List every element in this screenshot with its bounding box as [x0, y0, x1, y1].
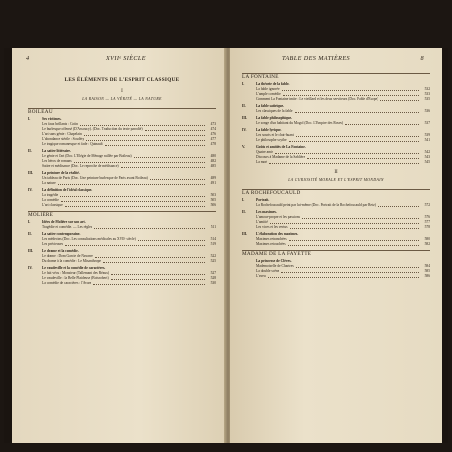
chapter-title: La princesse de Clèves. [256, 259, 292, 263]
chapter-number: IV. [28, 266, 33, 270]
toc-entry-page: 482 [210, 159, 216, 163]
toc-entry-page: 535 [424, 97, 430, 101]
leader-dots [296, 264, 419, 268]
chapter-number: II. [242, 210, 246, 214]
leader-dots [378, 203, 419, 207]
toc-entry-page: 576 [424, 215, 430, 219]
toc-entry [28, 203, 216, 208]
toc-entry-page: 539 [424, 133, 430, 137]
toc-entry-page: 580 [424, 237, 430, 241]
right-running-title: TABLE DES MATIÈRES [282, 55, 351, 62]
toc-entry-text: La comédie [42, 198, 59, 202]
toc-entry [28, 142, 216, 147]
toc-entry-page: 489 [210, 176, 216, 180]
chapter-number: III. [28, 171, 34, 175]
toc-entry-text: L'aveu [256, 274, 266, 278]
toc-entry-page: 577 [424, 220, 430, 224]
leader-dots [150, 176, 205, 180]
leader-dots [134, 154, 205, 158]
toc-entry-text: Le burlesque offensé (D'Assoucy). (Doc. Traduction du texte parodié) [42, 127, 143, 131]
toc-entry-page: 528 [210, 276, 216, 280]
toc-entry-page: 473 [210, 122, 216, 126]
leader-dots [290, 225, 419, 229]
chapter-title: Goûts et amitiés de La Fontaine. [256, 145, 306, 149]
chapter-title: La théorie de la fable. [256, 82, 290, 86]
leader-dots [282, 87, 419, 91]
author-heading: LA FONTAINE [242, 73, 430, 80]
leader-dots [289, 237, 419, 241]
chapter-number: IV. [28, 188, 33, 192]
chapter-number: II. [242, 104, 246, 108]
toc-entry-page: 541 [424, 138, 430, 142]
left-page [12, 48, 226, 443]
chapter-title: La satire contemporaine. [42, 232, 81, 236]
chapter-title: Portrait. [256, 198, 270, 202]
toc-entry-page: 525 [210, 259, 216, 263]
toc-main-title: LES ÉLÉMENTS DE L'ESPRIT CLASSIQUE [64, 77, 180, 83]
toc-entry-page: 478 [210, 142, 216, 146]
leader-dots [65, 203, 205, 207]
toc-entry-page: 514 [210, 237, 216, 241]
leader-dots [269, 160, 419, 164]
toc-entry-text: L'amitié [256, 220, 268, 224]
leader-dots [95, 254, 205, 258]
toc-entry-page: 582 [424, 242, 430, 246]
left-toc [28, 78, 216, 286]
chapter-number: III. [242, 116, 248, 120]
leader-dots [84, 132, 205, 136]
author-heading: MOLIÈRE [28, 211, 216, 218]
chapter-number: II. [28, 149, 32, 153]
chapter-title: Idées de Molière sur son art. [42, 220, 86, 224]
part-subtitle-2: LA CURIOSITÉ MORALE ET L'ESPRIT MONDAIN [288, 178, 384, 182]
chapter-number: I. [28, 117, 31, 121]
toc-entry-page: 511 [210, 225, 216, 229]
toc-entry-text: La tragédie [42, 193, 59, 197]
right-page [230, 48, 442, 443]
chapter-number: III. [28, 249, 34, 253]
chapter-title: Le drame et la comédie. [42, 249, 79, 253]
toc-entry-page: 543 [424, 155, 430, 159]
author-heading: MADAME DE LA FAYETTE [242, 250, 430, 257]
chapter-number: I. [28, 220, 31, 224]
leader-dots [60, 193, 205, 197]
chapter-number: I. [242, 198, 245, 202]
leader-dots [103, 259, 205, 263]
toc-entry-text: L'art sans génie : Chapelain [42, 132, 82, 136]
chapter-title: La fable satirique. [256, 104, 285, 108]
leader-dots [345, 121, 419, 125]
toc-entry-page: 578 [424, 225, 430, 229]
toc-entry-text: Le songe d'un habitant du Mogol (Doc. L'Empire des Roses) [256, 121, 344, 125]
chapter-number: II. [28, 232, 32, 236]
toc-entry-page: 485 [210, 164, 216, 168]
chapter-title: Ses victimes. [42, 117, 62, 121]
leader-dots [296, 133, 419, 137]
chapter-number: I. [242, 82, 245, 86]
toc-entry-text: L'art classique [42, 203, 63, 207]
toc-entry [242, 97, 430, 102]
author-heading: LA ROCHEFOUCAULD [242, 189, 430, 196]
chapter-title: La définition de l'idéal classique. [42, 188, 93, 192]
leader-dots [58, 181, 205, 185]
chapter-number: V. [242, 145, 246, 149]
toc-entry [28, 259, 216, 264]
toc-entry-text: Le philosophe scythe [256, 138, 287, 142]
left-running-title: XVIIᵉ SIÈCLE [106, 55, 146, 62]
leader-dots [302, 215, 419, 219]
toc-entry-text: Les héros de romans [42, 159, 72, 163]
toc-entry-text: Les vices et les vertus [256, 225, 288, 229]
toc-entry [242, 121, 430, 126]
toc-entry [28, 225, 216, 230]
leader-dots [121, 164, 205, 168]
leader-dots [145, 127, 205, 131]
toc-entry-text: Maximes retranchées [256, 237, 287, 241]
toc-entry-text: Mademoiselle de Chartres [256, 264, 294, 268]
toc-entry-page: 530 [210, 281, 216, 285]
toc-entry-page: 480 [210, 154, 216, 158]
toc-entry-text: Les précieuses [42, 242, 64, 246]
leader-dots [289, 138, 419, 142]
toc-entry-text: Le tragique romanesque et fade : Quinault [42, 142, 103, 146]
leader-dots [105, 142, 205, 146]
toc-entry-text: Les souris et le chat-huant [256, 133, 294, 137]
leader-dots [111, 271, 205, 275]
toc-entry-text: Le drame : Dom Garcie de Navarre [42, 254, 93, 258]
toc-entry [242, 138, 430, 143]
chapter-title: La peinture de la réalité. [42, 171, 80, 175]
right-page-number: 8 [420, 55, 424, 62]
toc-entry-page: 536 [424, 109, 430, 113]
chapter-title: La fable philosophique. [256, 116, 293, 120]
toc-entry-text: Le génie et l'art (Doc. L'Élégie de Ménage raillée par Boileau) [42, 154, 132, 158]
toc-entry-page: 506 [210, 203, 216, 207]
toc-entry-text: La Rochefoucauld peint par lui-même (Doc. Portrait de la Rochefoucauld par Retz) [256, 203, 376, 207]
toc-entry-text: La fable ignorée [256, 87, 280, 91]
toc-entry [28, 242, 216, 247]
toc-entry-page: 474 [210, 127, 216, 131]
toc-entry-text: L'amour-propre et les passions [256, 215, 300, 219]
toc-entry [28, 181, 216, 186]
toc-entry-page: 533 [424, 92, 430, 96]
toc-entry-text: Un tableau de Paris (Doc. Une peinture burlesque de Paris avant Boileau) [42, 176, 148, 180]
chapter-title: La fable lyrique. [256, 128, 282, 132]
chapter-title: Le vaudeville et la comédie de caractères. [42, 266, 106, 270]
toc-entry [242, 109, 430, 114]
toc-entry-page: 519 [210, 242, 216, 246]
toc-entry [242, 225, 430, 230]
toc-entry-text: Tragédie et comédie. — Les règles [42, 225, 93, 229]
part-number: I [121, 89, 123, 94]
chapter-title: L'élaboration des maximes. [256, 232, 299, 236]
toc-entry [28, 164, 216, 169]
leader-dots [111, 276, 205, 280]
leader-dots [268, 274, 419, 278]
chapter-number: III. [242, 232, 248, 236]
toc-entry-text: La double scène [256, 269, 280, 273]
toc-entry-page: 584 [424, 264, 430, 268]
toc-entry [242, 274, 430, 279]
toc-entry [242, 242, 430, 247]
leader-dots [275, 150, 419, 154]
toc-entry-text: Discours à Madame de la Sablière [256, 155, 306, 159]
toc-entry-text: Le fait vécu : Monsieur (Tallemant des Réaux) [42, 271, 110, 275]
part-number-2: II [334, 170, 338, 175]
toc-entry-text: La nature [42, 181, 56, 185]
toc-entry-text: Satire et médisance (Doc. Le reproche de médisance) [42, 164, 119, 168]
author-heading: BOILEAU [28, 108, 216, 115]
toc-entry-text: Le vaudeville : la Belle Plaideuse (Boisrobert) [42, 276, 109, 280]
toc-entry-text: Les classiques de la fable [256, 109, 293, 113]
toc-entry-page: 542 [424, 150, 430, 154]
toc-entry-page: 476 [210, 132, 216, 136]
toc-entry-text: Du drame à la comédie : Le Misanthrope [42, 259, 101, 263]
leader-dots [270, 220, 419, 224]
right-toc [242, 70, 430, 279]
toc-entry-page: 532 [424, 87, 430, 91]
leader-dots [86, 137, 205, 141]
toc-entry-page: 572 [424, 203, 430, 207]
chapter-number: IV. [242, 128, 247, 132]
toc-entry-page: 537 [424, 121, 430, 125]
left-page-number: 4 [26, 55, 30, 62]
leader-dots [307, 155, 419, 159]
toc-entry-text: Quatre amis [256, 150, 274, 154]
leader-dots [288, 242, 419, 246]
leader-dots [74, 159, 205, 163]
leader-dots [138, 237, 205, 241]
leader-dots [65, 242, 205, 246]
chapter-title: Les maximes. [256, 210, 277, 214]
leader-dots [295, 109, 419, 113]
toc-entry-page: 527 [210, 271, 216, 275]
chapter-title: La satire littéraire. [42, 149, 71, 153]
open-book [4, 48, 448, 443]
toc-entry-page: 522 [210, 254, 216, 258]
leader-dots [281, 269, 419, 273]
leader-dots [80, 122, 205, 126]
toc-entry-text: L'abondance stérile : Scudéry [42, 137, 85, 141]
leader-dots [380, 97, 419, 101]
leader-dots [283, 92, 419, 96]
toc-entry-text: Les médecins (Doc. Les consultations médicales au XVIIᵉ siècle) [42, 237, 136, 241]
toc-entry-page: 477 [210, 137, 216, 141]
toc-entry-page: 503 [210, 193, 216, 197]
toc-entry-text: La comédie de caractères : l'Avare [42, 281, 92, 285]
toc-entry-page: 491 [210, 181, 216, 185]
part-subtitle: LA RAISON — LA VÉRITÉ — LA NATURE [82, 97, 162, 101]
toc-entry-text: Maximes retouchées [256, 242, 286, 246]
chapter-number [242, 259, 256, 264]
toc-entry [28, 281, 216, 286]
toc-entry-text: Les faux brillants : Cotin [42, 122, 78, 126]
toc-entry-page: 585 [424, 269, 430, 273]
toc-entry-text: La mort [256, 160, 268, 164]
toc-entry-page: 505 [210, 198, 216, 202]
toc-entry-text: L'ample comédie [256, 92, 281, 96]
toc-entry-page: 545 [424, 160, 430, 164]
toc-entry-text: Comment La Fontaine imite : Le vieillard et les deux serviteurs (Doc. Fable d'Ésope) [256, 97, 379, 101]
leader-dots [94, 225, 205, 229]
toc-entry-page: 586 [424, 274, 430, 278]
toc-entry [242, 203, 430, 208]
leader-dots [93, 281, 205, 285]
leader-dots [61, 198, 205, 202]
